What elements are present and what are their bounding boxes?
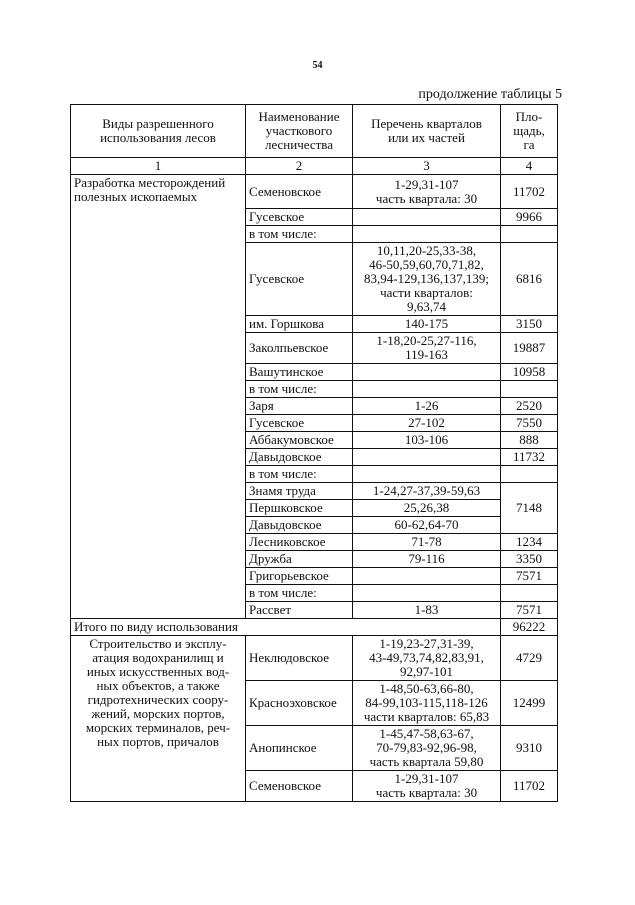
forestry-name: Давыдовское	[246, 449, 353, 466]
quarters-cell	[353, 209, 501, 226]
quarters-cell	[353, 568, 501, 585]
quarters-cell	[353, 466, 501, 483]
area-cell: 11702	[501, 175, 558, 209]
quarters-cell: 1-83	[353, 602, 501, 619]
forestry-name: Лесниковское	[246, 534, 353, 551]
quarters-cell	[353, 226, 501, 243]
forestry-name: Рассвет	[246, 602, 353, 619]
header-area: Пло- щадь, га	[501, 105, 558, 158]
table-header-row	[71, 105, 558, 158]
quarters-cell	[353, 381, 501, 398]
area-cell: 2520	[501, 398, 558, 415]
quarters-cell: 1-48,50-63,66-80, 84-99,103-115,118-126 части кварталов: 65,83	[353, 681, 501, 726]
forest-use-table	[70, 104, 558, 802]
area-cell: 9966	[501, 209, 558, 226]
quarters-cell: 103-106	[353, 432, 501, 449]
area-cell: 11702	[501, 771, 558, 802]
forestry-name: Першковское	[246, 500, 353, 517]
forestry-name: Давыдовское	[246, 517, 353, 534]
table-continuation-label: продолжение таблицы 5	[418, 87, 562, 102]
column-number: 1	[71, 158, 246, 175]
forestry-name: Анопинское	[246, 726, 353, 771]
forestry-name: им. Горшкова	[246, 316, 353, 333]
column-number: 3	[353, 158, 501, 175]
quarters-cell	[353, 585, 501, 602]
area-cell: 10958	[501, 364, 558, 381]
quarters-cell: 27-102	[353, 415, 501, 432]
quarters-cell: 10,11,20-25,33-38, 46-50,59,60,70,71,82, 83,94-129,136,137,139; части кварталов: 9,63,74	[353, 243, 501, 316]
column-number: 4	[501, 158, 558, 175]
use-type-mining: Разработка месторождений полезных ископаемых	[71, 175, 246, 619]
area-cell	[501, 585, 558, 602]
including-label: в том числе:	[246, 226, 353, 243]
use-type-water-construction: Строительство и эксплу- атация водохранилищ и иных искусственных вод- ных объектов, а также гидротехнических соору- жений, морских портов, морских терминалов, реч- ных портов, причалов	[71, 636, 246, 802]
quarters-cell	[353, 449, 501, 466]
quarters-cell: 1-24,27-37,39-59,63	[353, 483, 501, 500]
including-label: в том числе:	[246, 585, 353, 602]
area-cell	[501, 466, 558, 483]
forestry-name: Гусевское	[246, 209, 353, 226]
area-cell: 1234	[501, 534, 558, 551]
area-cell: 3150	[501, 316, 558, 333]
area-cell	[501, 381, 558, 398]
area-cell: 7571	[501, 568, 558, 585]
forestry-name: Вашутинское	[246, 364, 353, 381]
quarters-cell: 140-175	[353, 316, 501, 333]
table-row	[71, 636, 558, 681]
including-label: в том числе:	[246, 466, 353, 483]
area-cell: 9310	[501, 726, 558, 771]
quarters-cell	[353, 364, 501, 381]
quarters-cell: 79-116	[353, 551, 501, 568]
table-row	[71, 175, 558, 209]
area-cell	[501, 226, 558, 243]
header-quarters: Перечень кварталов или их частей	[353, 105, 501, 158]
forestry-name: Знамя труда	[246, 483, 353, 500]
forestry-name: Григорьевское	[246, 568, 353, 585]
header-use-type: Виды разрешенного использования лесов	[71, 105, 246, 158]
area-cell: 3350	[501, 551, 558, 568]
quarters-cell: 1-29,31-107 часть квартала: 30	[353, 175, 501, 209]
column-number-row	[71, 158, 558, 175]
area-cell-merged: 7148	[501, 483, 558, 534]
forestry-name: Семеновское	[246, 175, 353, 209]
page-number: 54	[312, 60, 323, 71]
forestry-name: Гусевское	[246, 415, 353, 432]
quarters-cell: 1-45,47-58,63-67, 70-79,83-92,96-98, часть квартала 59,80	[353, 726, 501, 771]
quarters-cell: 1-29,31-107 часть квартала: 30	[353, 771, 501, 802]
total-row	[71, 619, 558, 636]
area-cell: 19887	[501, 333, 558, 364]
area-cell: 11732	[501, 449, 558, 466]
forestry-name: Аббакумовское	[246, 432, 353, 449]
area-cell: 7550	[501, 415, 558, 432]
quarters-cell: 71-78	[353, 534, 501, 551]
including-label: в том числе:	[246, 381, 353, 398]
quarters-cell: 1-19,23-27,31-39, 43-49,73,74,82,83,91, 92,97-101	[353, 636, 501, 681]
forestry-name: Семеновское	[246, 771, 353, 802]
column-number: 2	[246, 158, 353, 175]
header-forestry-name: Наименование участкового лесничества	[246, 105, 353, 158]
forestry-name: Дружба	[246, 551, 353, 568]
quarters-cell: 60-62,64-70	[353, 517, 501, 534]
quarters-cell: 1-26	[353, 398, 501, 415]
total-area: 96222	[501, 619, 558, 636]
forestry-name: Заря	[246, 398, 353, 415]
total-label: Итого по виду использования	[71, 619, 501, 636]
area-cell: 12499	[501, 681, 558, 726]
forestry-name: Красноэховское	[246, 681, 353, 726]
area-cell: 6816	[501, 243, 558, 316]
forestry-name: Заколпьевское	[246, 333, 353, 364]
quarters-cell: 25,26,38	[353, 500, 501, 517]
forestry-name: Неклюдовское	[246, 636, 353, 681]
area-cell: 4729	[501, 636, 558, 681]
area-cell: 7571	[501, 602, 558, 619]
quarters-cell: 1-18,20-25,27-116, 119-163	[353, 333, 501, 364]
area-cell: 888	[501, 432, 558, 449]
forestry-name: Гусевское	[246, 243, 353, 316]
